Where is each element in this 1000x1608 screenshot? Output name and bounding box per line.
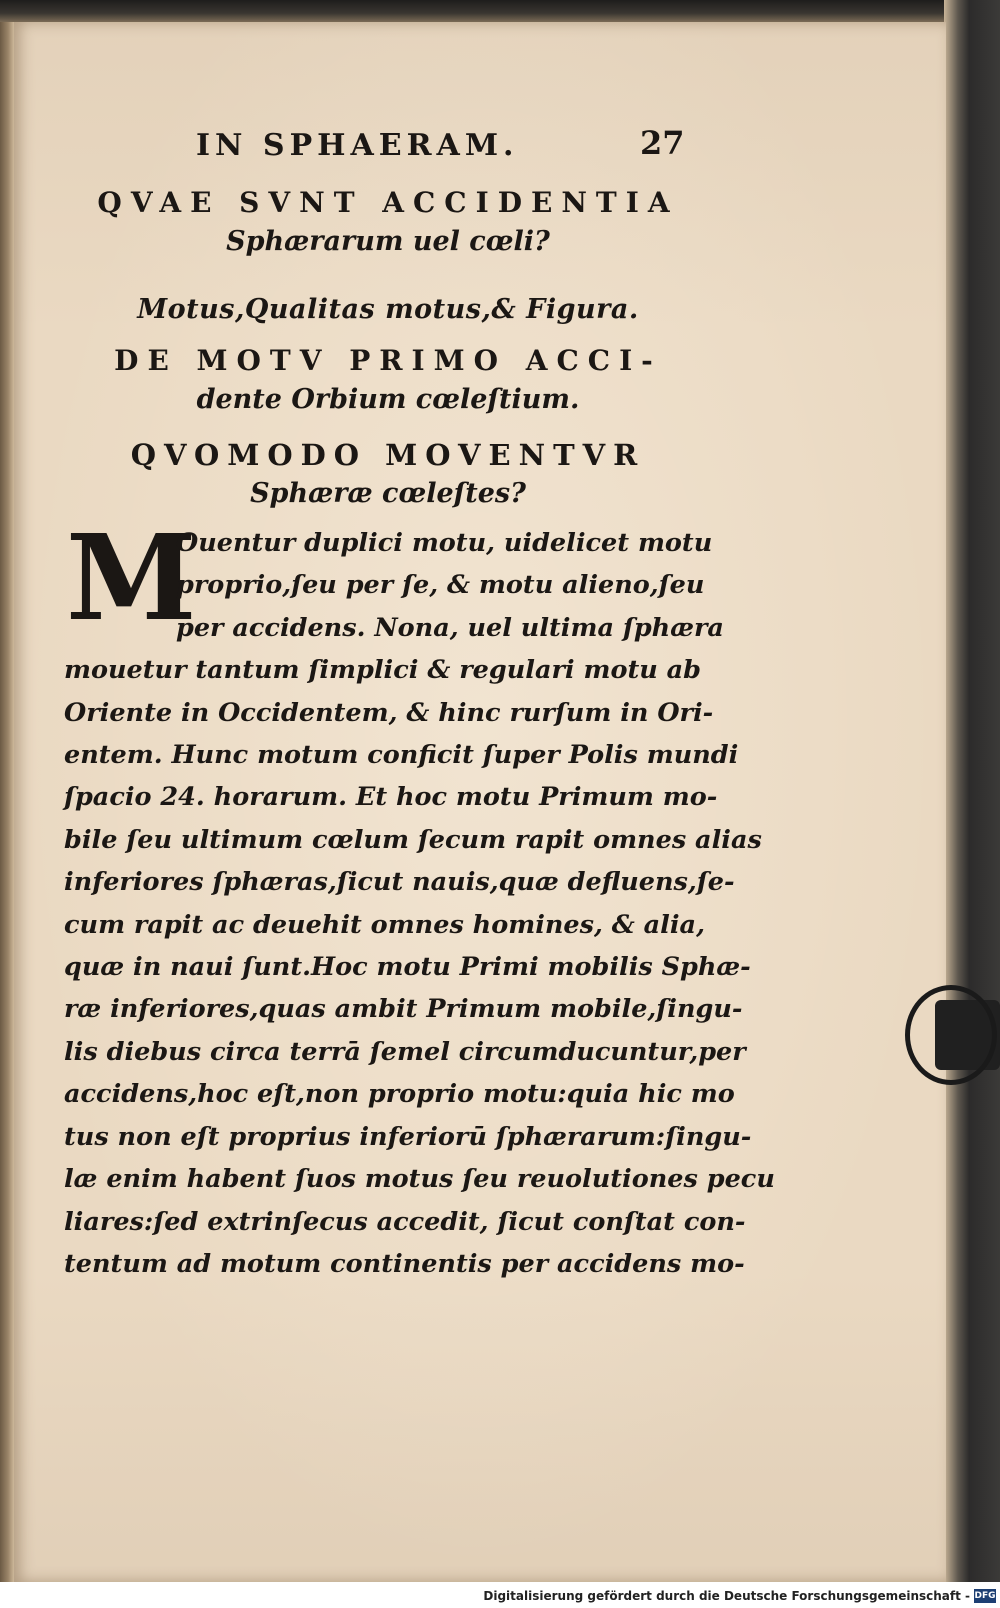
- text-line: inferiores ſphæras,ſicut nauis,quæ defluens,ſe-: [64, 867, 735, 898]
- text-line: lis diebus circa terrā ſemel circumducuntur,per: [64, 1036, 746, 1067]
- text-line: Ouentur duplici motu, uidelicet motu: [176, 528, 713, 558]
- text-line: tentum ad motum continentis per accidens mo-: [64, 1248, 745, 1279]
- text-line: Oriente in Occidentem, & hinc rurſum in Ori-: [64, 697, 714, 728]
- digitization-credit: Digitalisierung gefördert durch die Deutsche Forschungsgemeinschaft -: [483, 1589, 970, 1603]
- book-spine-edge: [944, 0, 1000, 1582]
- text-line: læ enim habent ſuos motus ſeu reuolutiones pecu: [64, 1164, 775, 1195]
- text-line: liares:ſed extrinſecus accedit, ſicut conſtat con-: [64, 1206, 746, 1237]
- text-line: accidens,hoc eſt,non proprio motu:quia hic mo: [64, 1079, 735, 1110]
- text-line: per accidens. Nona, uel ultima ſphæra: [176, 612, 724, 643]
- text-line: bile ſeu ultimum cœlum ſecum rapit omnes alias: [64, 824, 762, 855]
- text-line: entem. Hunc motum conficit ſuper Polis mundi: [64, 740, 739, 771]
- page-clip-ring: [905, 985, 997, 1085]
- heading-quomodo: QVOMODO MOVENTVR: [130, 438, 646, 472]
- text-line: tus non eſt proprius inferiorū ſphærarum:ſingu-: [64, 1121, 752, 1152]
- heading-motus: Motus,Qualitas motus,& Figura.: [137, 294, 639, 325]
- text-line: cum rapit ac deuehit omnes homines, & alia,: [64, 909, 705, 940]
- text-line: proprio,ſeu per ſe, & motu alieno,ſeu: [176, 570, 705, 601]
- text-line: ſpacio 24. horarum. Et hoc motu Primum mo-: [64, 782, 718, 813]
- text-line: quæ in naui ſunt.Hoc motu Primi mobilis Sphæ-: [64, 952, 751, 983]
- subheading-accidentia: Sphærarum uel cœli?: [226, 226, 550, 257]
- heading-accidentia: QVAE SVNT ACCIDENTIA: [97, 186, 679, 219]
- heading-de-motu: DE MOTV PRIMO ACCI-: [114, 344, 662, 377]
- body-text: [64, 508, 775, 1285]
- subheading-quomodo: Sphæræ cœleſtes?: [250, 478, 526, 509]
- dfg-logo: DFG: [974, 1591, 996, 1601]
- page-number: 27: [640, 124, 685, 162]
- dropcap-initial: M: [66, 508, 197, 647]
- text-line: ræ inferiores,quas ambit Primum mobile,ſingu-: [64, 994, 743, 1025]
- subheading-de-motu: dente Orbium cœleſtium.: [196, 384, 580, 415]
- book-top-edge: [0, 0, 1000, 22]
- running-head: IN SPHAERAM.: [196, 128, 519, 163]
- text-line: mouetur tantum ſimplici & regulari motu ab: [64, 655, 702, 686]
